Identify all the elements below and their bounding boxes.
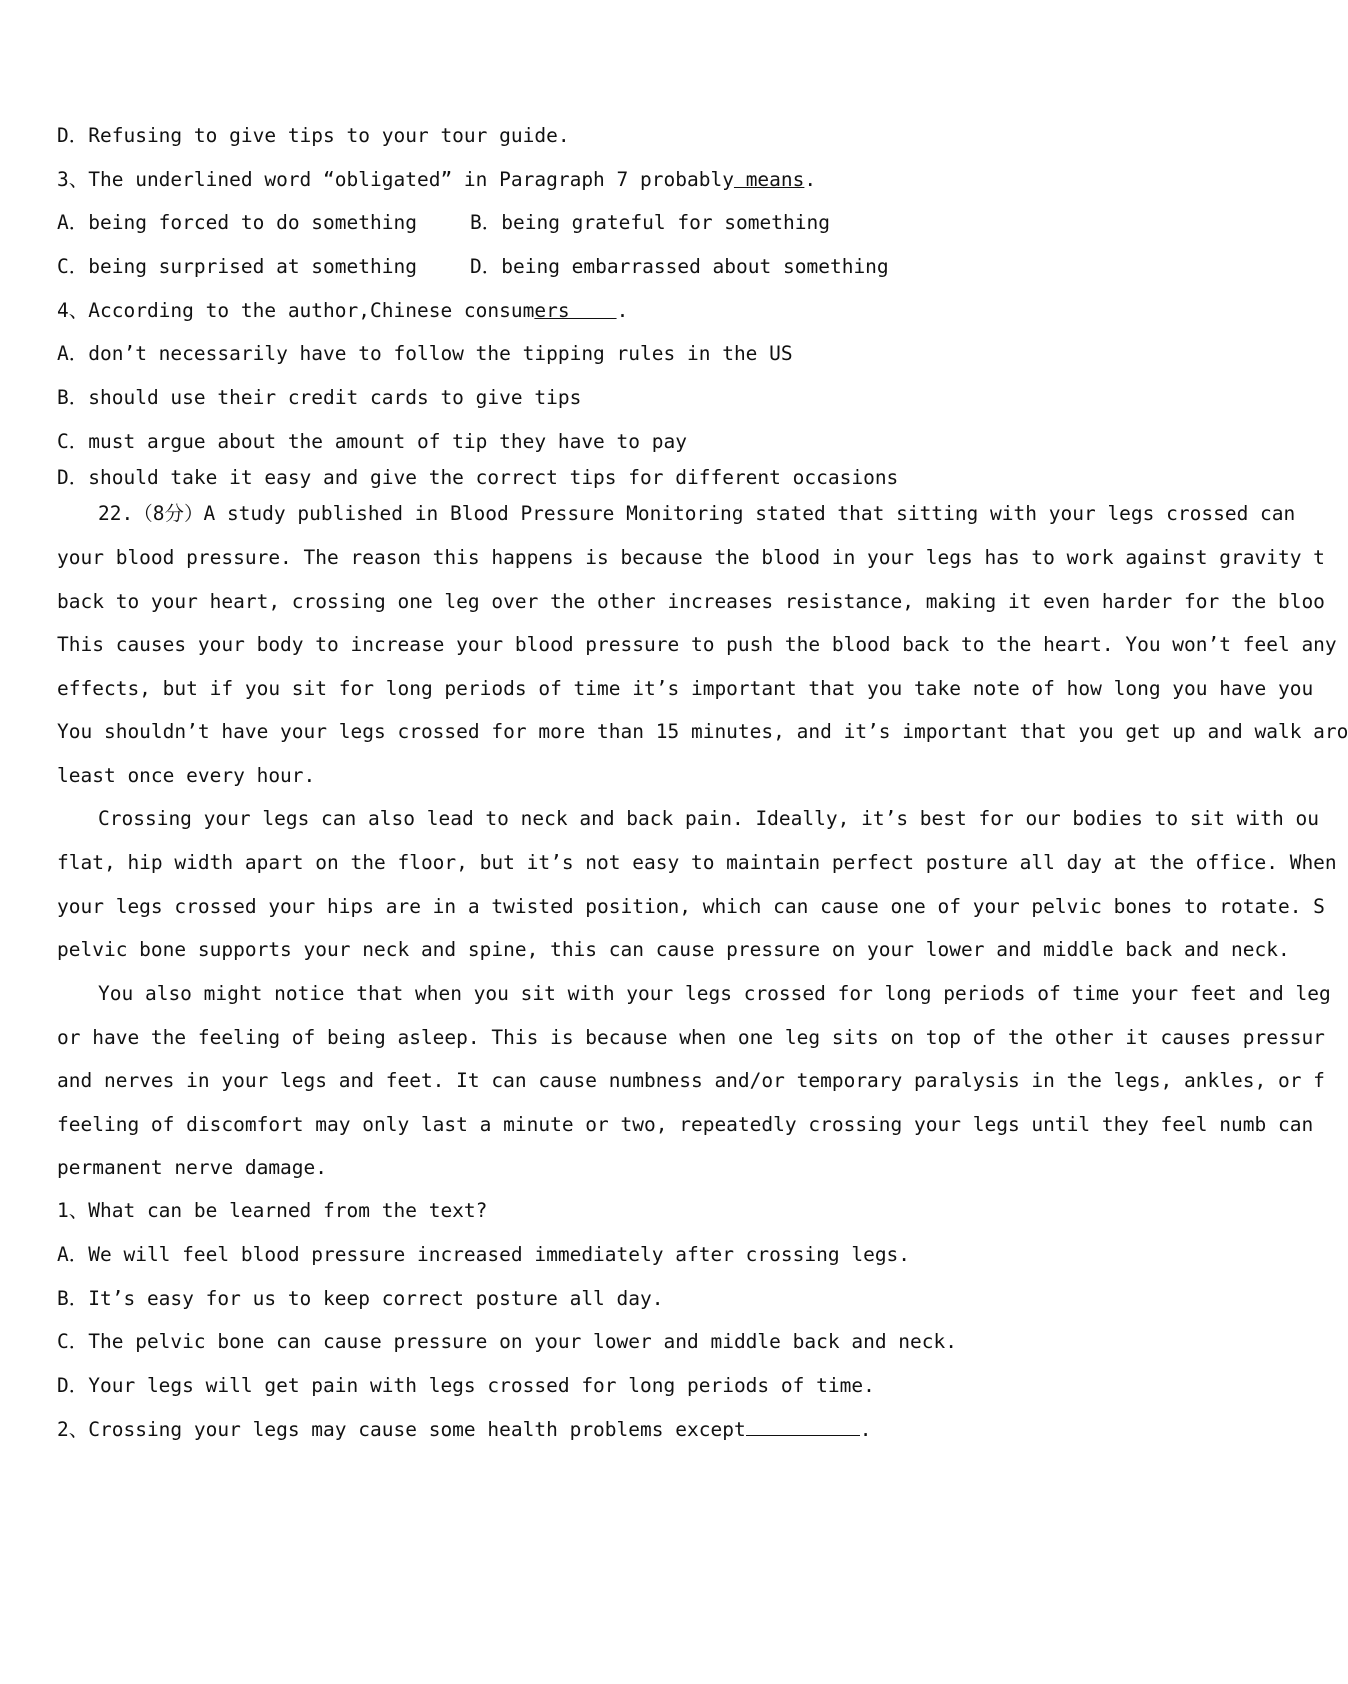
q4-stem-text: 4、According to the author,Chinese consum: [57, 299, 535, 322]
q3-stem-text: 3、The underlined word “obligated” in Paragraph 7 probably: [57, 168, 734, 191]
q2-stem-end: .: [859, 1418, 872, 1441]
passage-p2-line-4: pelvic bone supports your neck and spine, this can cause pressure on your lower and middle back and neck.: [57, 938, 1290, 961]
passage-p1-line-6: You shouldn’t have your legs crossed for more than 15 minutes, and it’s important that you get up and walk aro: [57, 720, 1348, 743]
q4-stem: [57, 299, 628, 323]
passage-p2-line-1: Crossing your legs can also lead to neck and back pain. Ideally, it’s best for our bodies to sit with ou: [98, 807, 1319, 830]
passage-p1-line-4: This causes your body to increase your blood pressure to push the blood back to the heart. You won’t feel any: [57, 633, 1337, 656]
passage-p3-line-3: and nerves in your legs and feet. It can cause numbness and/or temporary paralysis in the legs, ankles, or f: [57, 1069, 1325, 1092]
q2-stem-text: 2、Crossing your legs may cause some health problems except: [57, 1418, 746, 1441]
q3-underlined-blank: means: [733, 168, 805, 191]
q3-stem: [57, 168, 816, 192]
q1-stem: 1、What can be learned from the text?: [57, 1199, 488, 1222]
q4-option-a: A．don’t necessarily have to follow the tipping rules in the US: [57, 342, 793, 365]
passage-p1-line-1: 22.（8分）A study published in Blood Pressure Monitoring stated that sitting with your legs crossed can: [98, 502, 1296, 525]
q3-option-c: C．being surprised at something: [57, 255, 417, 278]
q1-option-a: A．We will feel blood pressure increased immediately after crossing legs.: [57, 1243, 911, 1266]
passage-p3-line-1: You also might notice that when you sit with your legs crossed for long periods of time your feet and leg: [98, 982, 1331, 1005]
passage-p1-line-5: effects, but if you sit for long periods of time it’s important that you take note of how long you have you: [57, 677, 1314, 700]
q3-option-d: D．being embarrassed about something: [470, 255, 889, 278]
q2-stem: [57, 1417, 871, 1442]
q4-option-d: D．should take it easy and give the correct tips for different occasions: [57, 466, 899, 489]
q4-underlined-blank: ers: [534, 299, 617, 322]
passage-p3-line-5: permanent nerve damage.: [57, 1156, 328, 1179]
passage-p1-line-7: least once every hour.: [57, 764, 316, 787]
q2-answer-blank: [746, 1417, 860, 1436]
q1-option-c: C．The pelvic bone can cause pressure on your lower and middle back and neck.: [57, 1330, 957, 1353]
q1-option-d: D．Your legs will get pain with legs crossed for long periods of time.: [57, 1374, 875, 1397]
q3-option-b: B．being grateful for something: [470, 211, 830, 234]
passage-p2-line-3: your legs crossed your hips are in a twisted position, which can cause one of your pelvic bones to rotate. S: [57, 895, 1325, 918]
q3-option-a: A．being forced to do something: [57, 211, 417, 234]
q4-stem-end: .: [616, 299, 629, 322]
q1-option-b: B．It’s easy for us to keep correct posture all day.: [57, 1287, 664, 1310]
q4-option-b: B．should use their credit cards to give tips: [57, 386, 582, 409]
passage-p3-line-4: feeling of discomfort may only last a minute or two, repeatedly crossing your legs until they feel numb can: [57, 1113, 1314, 1136]
q4-option-c: C．must argue about the amount of tip they have to pay: [57, 430, 687, 453]
passage-p1-line-2: your blood pressure. The reason this happens is because the blood in your legs has to work against gravity t: [57, 546, 1325, 569]
passage-p1-line-3: back to your heart, crossing one leg over the other increases resistance, making it even harder for the bloo: [57, 590, 1325, 613]
q3-stem-end: .: [804, 168, 817, 191]
prev-option-d: D．Refusing to give tips to your tour guide.: [57, 124, 570, 147]
passage-p2-line-2: flat, hip width apart on the floor, but it’s not easy to maintain perfect posture all day at the office. When: [57, 851, 1337, 874]
passage-p3-line-2: or have the feeling of being asleep. This is because when one leg sits on top of the other it causes pressur: [57, 1026, 1325, 1049]
